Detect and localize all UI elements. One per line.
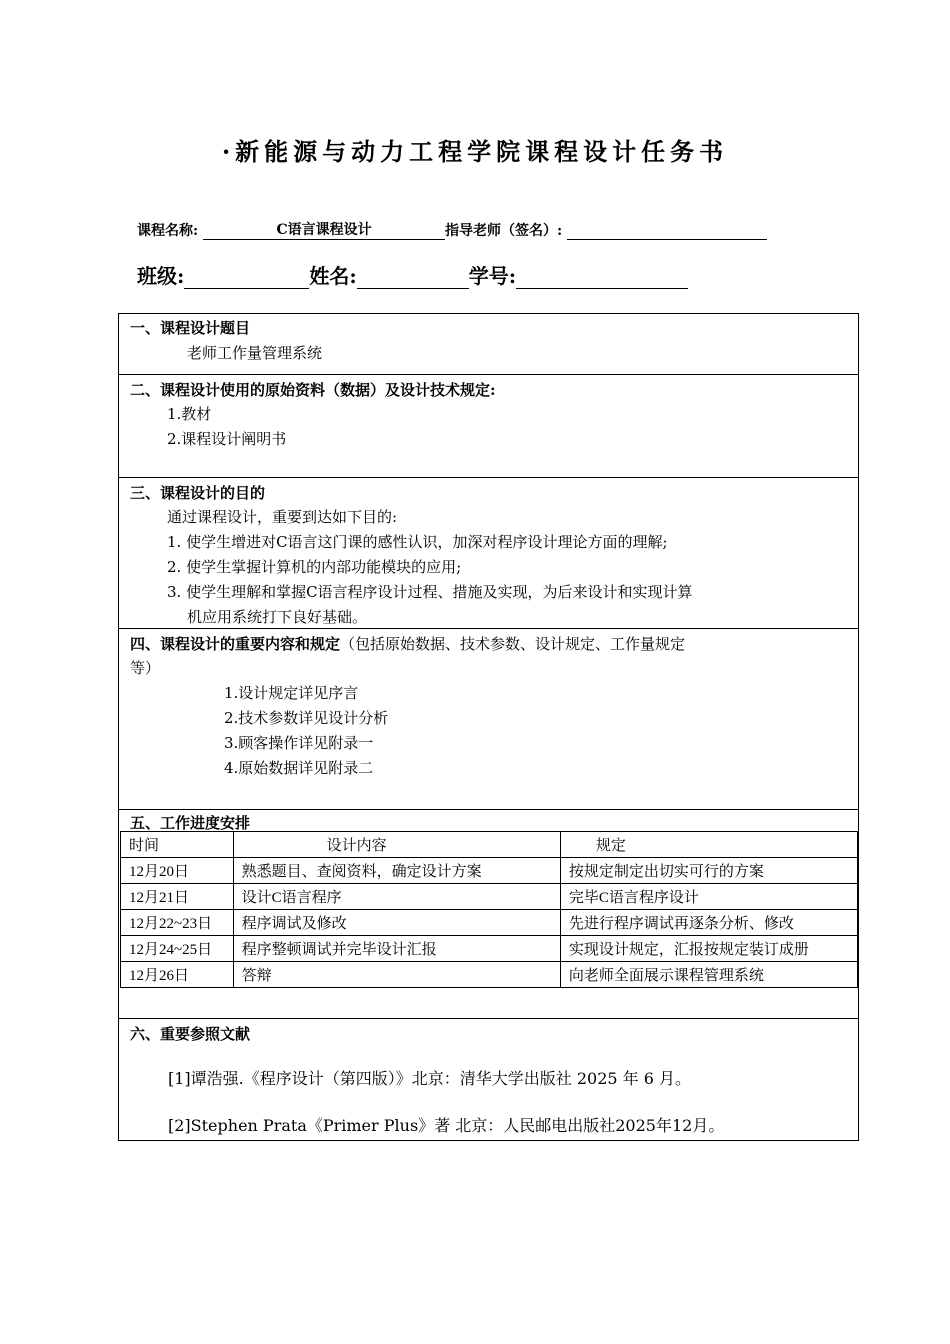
- section-requirements: [119, 629, 858, 810]
- section-title-bold: 四、课程设计的重要内容和规定: [130, 635, 341, 653]
- student-id-field[interactable]: [516, 262, 688, 289]
- section-title: 六、重要参照文献: [130, 1025, 251, 1043]
- topic-content: 老师工作量管理系统: [187, 344, 323, 362]
- table-cell: 12月24~25日: [121, 936, 234, 962]
- column-header-requirement: 规定: [560, 832, 857, 858]
- document-title: ·新能源与动力工程学院课程设计任务书: [221, 137, 729, 166]
- table-cell: 程序整顿调试并完毕设计汇报: [233, 936, 560, 962]
- table-row: [121, 858, 858, 884]
- section-title: 一、课程设计题目: [130, 319, 251, 337]
- reference-item: [2]Stephen Prata《Primer Plus》著 北京：人民邮电出版社2025年12月。: [168, 1116, 725, 1135]
- reference-item: [1]谭浩强.《程序设计（第四版）》北京：清华大学出版社 2025 年 6 月。: [168, 1069, 691, 1088]
- table-cell: 答辩: [233, 962, 560, 988]
- section-title-rest: （包括原始数据、技术参数、设计规定、工作量规定: [340, 635, 686, 653]
- column-header-time: 时间: [121, 832, 234, 858]
- table-cell: 熟悉题目、查阅资料，确定设计方案: [233, 858, 560, 884]
- task-form: [118, 313, 859, 1141]
- class-label: 班级:: [137, 264, 185, 288]
- student-name-field[interactable]: [357, 262, 469, 289]
- teacher-signature-label: 指导老师（签名）:: [445, 223, 563, 239]
- list-item: 2. 使学生掌握计算机的内部功能模块的应用;: [167, 558, 462, 576]
- student-name-label: 姓名:: [309, 264, 357, 288]
- teacher-signature-field[interactable]: [567, 219, 767, 240]
- column-header-content: 设计内容: [233, 832, 560, 858]
- purpose-intro: 通过课程设计，重要到达如下目的:: [167, 508, 398, 526]
- list-item: 2.课程设计阐明书: [167, 430, 287, 448]
- section-title: [130, 633, 685, 654]
- table-cell: 设计C语言程序: [233, 884, 560, 910]
- student-id-label: 学号:: [468, 264, 517, 288]
- section-materials: [119, 375, 858, 478]
- section-title: 五、工作进度安排: [130, 814, 251, 832]
- section-title: 二、课程设计使用的原始资料（数据）及设计技术规定:: [130, 381, 496, 399]
- section-references: [119, 1019, 858, 1140]
- list-item: 2.技术参数详见设计分析: [224, 709, 389, 727]
- student-info-line: [137, 260, 688, 289]
- table-header-row: [121, 832, 858, 858]
- list-item: 1. 使学生增进对C语言这门课的感性认识，加深对程序设计理论方面的理解;: [167, 533, 668, 551]
- list-item: 3. 使学生理解和掌握C语言程序设计过程、措施及实现，为后来设计和实现计算: [167, 583, 693, 601]
- section-schedule: [119, 810, 858, 1019]
- schedule-table: [120, 831, 858, 988]
- section-title: 三、课程设计的目的: [130, 484, 266, 502]
- table-row: [121, 962, 858, 988]
- class-field[interactable]: [184, 262, 309, 289]
- table-cell: 完毕C语言程序设计: [560, 884, 857, 910]
- list-item: 4.原始数据详见附录二: [224, 759, 374, 777]
- list-item: 1.设计规定详见序言: [224, 684, 359, 702]
- list-item: 3.顾客操作详见附录一: [224, 734, 374, 752]
- course-name-label: 课程名称:: [137, 223, 199, 239]
- list-item-continuation: 机应用系统打下良好基础。: [187, 608, 368, 626]
- table-row: [121, 936, 858, 962]
- table-cell: 实现设计规定，汇报按规定装订成册: [560, 936, 857, 962]
- course-name-field[interactable]: C语言课程设计: [203, 219, 445, 240]
- table-cell: 12月22~23日: [121, 910, 234, 936]
- section-purpose: [119, 478, 858, 629]
- table-row: [121, 910, 858, 936]
- table-row: [121, 884, 858, 910]
- table-cell: 12月20日: [121, 858, 234, 884]
- course-info-line: [137, 219, 767, 240]
- table-cell: 向老师全面展示课程管理系统: [560, 962, 857, 988]
- section-title-continuation: 等）: [130, 659, 161, 677]
- list-item: 1.教材: [167, 405, 212, 423]
- table-cell: 12月26日: [121, 962, 234, 988]
- section-topic: [119, 314, 858, 375]
- table-cell: 先进行程序调试再逐条分析、修改: [560, 910, 857, 936]
- table-cell: 程序调试及修改: [233, 910, 560, 936]
- table-cell: 按规定制定出切实可行的方案: [560, 858, 857, 884]
- table-cell: 12月21日: [121, 884, 234, 910]
